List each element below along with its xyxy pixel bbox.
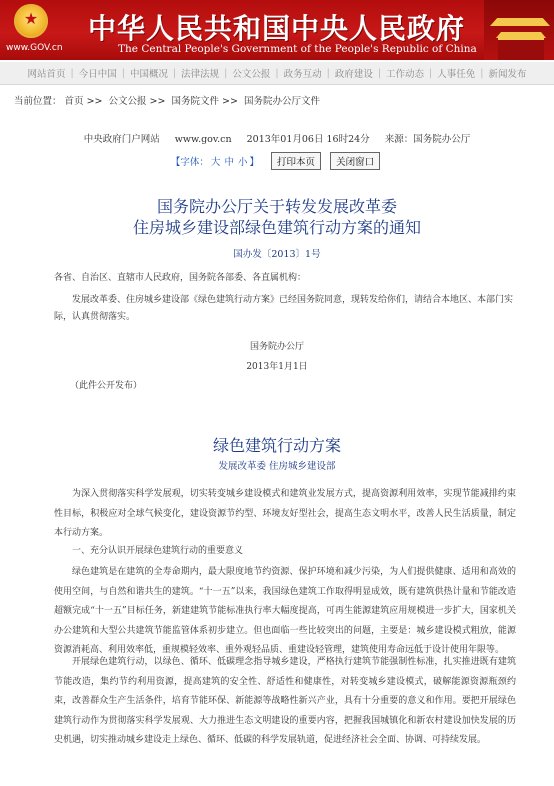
meta-origin: 来源：国务院办公厅 bbox=[384, 134, 471, 145]
nav-item-government[interactable]: 政府建设 bbox=[334, 69, 373, 80]
plan-section-heading: 一、充分认识开展绿色建筑行动的重要意义 bbox=[72, 546, 244, 556]
breadcrumb-arrow: >> bbox=[222, 96, 238, 107]
national-emblem-icon[interactable] bbox=[14, 4, 48, 38]
meta-datetime: 2013年01月06日 16时24分 bbox=[246, 134, 370, 145]
nav-item-documents[interactable]: 公文公报 bbox=[232, 69, 271, 80]
font-size-close: 】 bbox=[249, 157, 259, 168]
nav-separator: | bbox=[480, 67, 484, 79]
meta-source: 中央政府门户网站 bbox=[83, 134, 160, 145]
font-size-small[interactable]: 小 bbox=[237, 157, 248, 168]
nav-item-appointments[interactable]: 人事任免 bbox=[437, 69, 476, 80]
notice-title bbox=[0, 196, 554, 238]
breadcrumb-state-council-docs[interactable]: 国务院文件 bbox=[171, 96, 219, 107]
tiananmen-gate-icon bbox=[484, 0, 554, 60]
notice-date: 2013年1月1日 bbox=[246, 362, 308, 372]
site-header-banner bbox=[0, 0, 554, 60]
breadcrumb-general-office-docs[interactable]: 国务院办公厅文件 bbox=[243, 96, 320, 107]
plan-paragraph-intro: 为深入贯彻落实科学发展观，切实转变城乡建设模式和建筑业发展方式，提高资源利用效率，实现节能减排约束性目标，积极应对全球气候变化，建设资源节约型、环境友好型社会，提高生态文明水平，改善人民生活质量，制定本行动方案。 bbox=[54, 489, 516, 538]
nav-item-china-overview[interactable]: 中国概况 bbox=[129, 69, 168, 80]
nav-item-press[interactable]: 新闻发布 bbox=[488, 69, 527, 80]
nav-item-home[interactable]: 网站首页 bbox=[27, 69, 66, 80]
nav-item-today-china[interactable]: 今日中国 bbox=[78, 69, 117, 80]
nav-separator: | bbox=[224, 67, 228, 79]
nav-item-interaction[interactable]: 政务互动 bbox=[283, 69, 322, 80]
nav-separator: | bbox=[377, 67, 382, 79]
notice-paragraph: 发展改革委、住房城乡建设部《绿色建筑行动方案》已经国务院同意，现转发给你们，请结合本地区、本部门实际，认真贯彻落实。 bbox=[54, 295, 514, 322]
site-title-cn: 中华人民共和国中央人民政府 bbox=[88, 12, 466, 45]
notice-title-line1: 国务院办公厅关于转发发展改革委 bbox=[156, 197, 397, 216]
font-size-large[interactable]: 大 bbox=[210, 157, 221, 168]
breadcrumb-documents[interactable]: 公文公报 bbox=[108, 96, 147, 107]
breadcrumb-arrow: >> bbox=[86, 96, 103, 107]
breadcrumb bbox=[14, 93, 320, 107]
font-size-medium[interactable]: 中 bbox=[224, 157, 234, 168]
plan-title: 绿色建筑行动方案 bbox=[212, 436, 341, 455]
notice-signer: 国务院办公厅 bbox=[249, 342, 304, 352]
breadcrumb-arrow: >> bbox=[149, 96, 166, 107]
plan-subtitle: 发展改革委 住房城乡建设部 bbox=[218, 461, 336, 472]
site-url-label: www.GOV.cn bbox=[6, 43, 63, 53]
nav-separator: | bbox=[326, 67, 330, 79]
document-number: 国办发〔2013〕1号 bbox=[233, 249, 321, 260]
breadcrumb-home[interactable]: 首页 bbox=[64, 96, 84, 107]
publication-note: （此件公开发布） bbox=[70, 381, 143, 391]
article-tools bbox=[0, 152, 554, 170]
notice-addressee: 各省、自治区、直辖市人民政府，国务院各部委、各直属机构： bbox=[54, 273, 307, 283]
meta-url: www.gov.cn bbox=[174, 134, 232, 145]
nav-separator: | bbox=[121, 67, 125, 79]
close-window-button[interactable]: 关闭窗口 bbox=[330, 152, 380, 170]
notice-title-line2: 住房城乡建设部绿色建筑行动方案的通知 bbox=[132, 218, 421, 237]
nav-separator: | bbox=[275, 67, 279, 79]
plan-paragraph-definition: 绿色建筑是在建筑的全寿命期内，最大限度地节约资源、保护环境和减少污染，为人们提供健康、适用和高效的使用空间，与自然和谐共生的建筑。“十一五”以来，我国绿色建筑工作取得明显成效，既有建筑供热计量和节能改造超额完成“十一五”目标任务，新建建筑节能标准执行率大幅度提高，可再生能源建筑应用规模进一步扩大，国家机关办公建筑和大型公共建筑节能监管体系初步建立。但也面临一些比较突出的问题，主要是：城乡建设模式粗放，能源资源消耗高、利用效率低，重规模轻效率、重外观轻品质、重建设轻管理，建筑使用寿命远低于设计使用年限等。 bbox=[54, 567, 516, 655]
main-nav bbox=[0, 62, 554, 85]
nav-separator: | bbox=[172, 67, 177, 79]
emblem-star-icon: ★ bbox=[23, 9, 39, 28]
nav-separator: | bbox=[429, 67, 433, 79]
font-size-label: 【字体： bbox=[170, 157, 209, 168]
nav-item-laws[interactable]: 法律法规 bbox=[181, 69, 220, 80]
breadcrumb-label: 当前位置： bbox=[14, 96, 62, 107]
article-meta bbox=[0, 131, 554, 145]
plan-paragraph-significance: 开展绿色建筑行动，以绿色、循环、低碳理念指导城乡建设，严格执行建筑节能强制性标准，扎实推进既有建筑节能改造，集约节约利用资源，提高建筑的安全性、舒适性和健康性，对转变城乡建设模式，破解能源资源瓶颈约束，改善群众生产生活条件，培育节能环保、新能源等战略性新兴产业，具有十分重要的意义和作用。要把开展绿色建筑行动作为贯彻落实科学发展观、大力推进生态文明建设的重要内容，把握我国城镇化和新农村建设加快发展的历史机遇，切实推动城乡建设走上绿色、循环、低碳的科学发展轨道，促进经济社会全面、协调、可持续发展。 bbox=[54, 657, 516, 745]
site-title-en: The Central People's Government of the People's Republic of China bbox=[118, 43, 477, 55]
nav-separator: | bbox=[70, 67, 74, 79]
font-size-switcher bbox=[171, 157, 262, 168]
nav-item-work-news[interactable]: 工作动态 bbox=[386, 69, 425, 80]
print-button[interactable]: 打印本页 bbox=[271, 152, 321, 170]
